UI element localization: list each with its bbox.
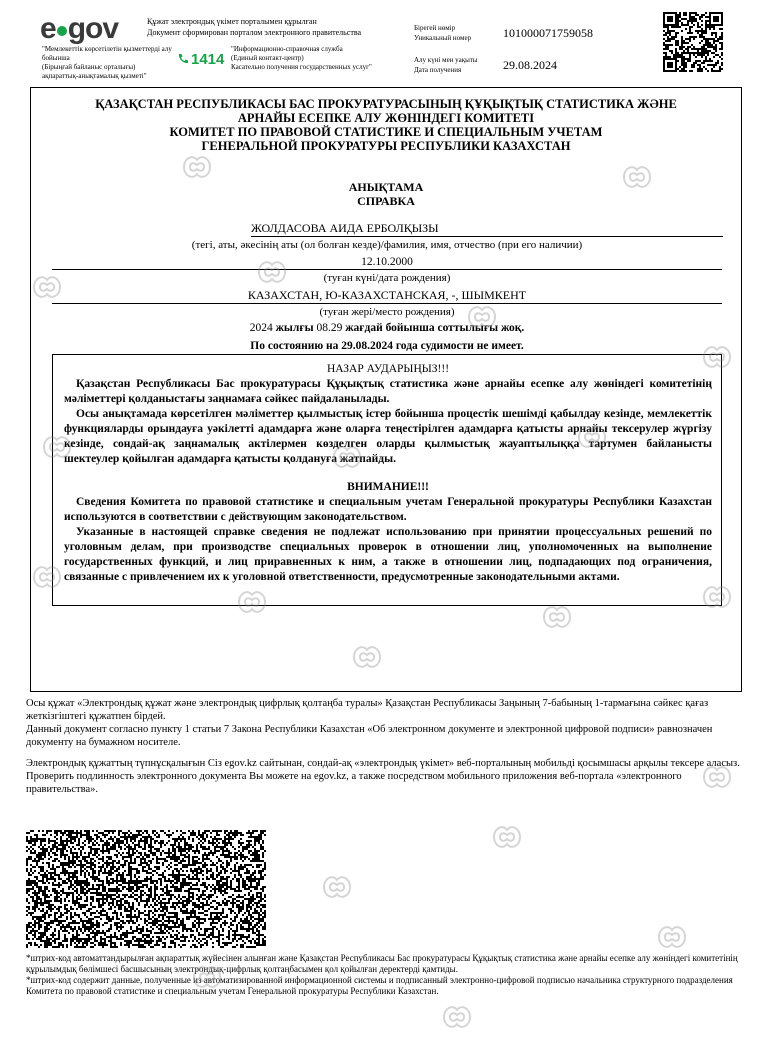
watermark-ornament-icon xyxy=(255,255,289,289)
barcode-note-kz: *штрих-код автоматтандырылған ақпараттық жүйесінен алынған және Қазақстан Республикасы Бас прокуратурасы Құқықтық статистика және арнайы есепке алу жөніндегі комитетінің құрылымдық бөлімшесі басшысының электрондық-цифрлық қолтаңбасымен қол қойылған деректерді қамтиды. xyxy=(26,953,738,974)
notice-para1-kz: Қазақстан Республикасы Бас прокуратурасы Құқықтық статистика және арнайы есепке алу жөніндегі комитетінің мәліметтері қолданыстағы заңнамаға сәйкес пайдаланылады. xyxy=(64,378,712,405)
watermark-ornament-icon xyxy=(700,760,734,794)
watermark-ornament-icon xyxy=(235,585,269,619)
birth-date: 12.10.2000 xyxy=(52,255,722,270)
watermark-ornament-icon xyxy=(350,640,384,674)
notice-heading-kz: НАЗАР АУДАРЫҢЫЗ!!! xyxy=(326,363,450,375)
contact-left: "Мемлекеттік көрсетілетін қызметтерді алу бойынша (Бірыңғай байланыс орталығы) ақпараттық-анықтамалық қызметі" xyxy=(42,45,172,80)
law-ru: Данный документ согласно пункту 1 статьи 7 Закона Республики Казахстан «Об электронном документе и электронной цифровой подписи» равнозначен документу на бумажном носителе. xyxy=(26,724,713,748)
contact-phone: 1414 xyxy=(191,51,225,68)
watermark-ornament-icon xyxy=(620,160,654,194)
barcode-1 xyxy=(26,830,150,948)
logo-dot-icon xyxy=(57,26,67,36)
watermark-ornament-icon xyxy=(440,1000,474,1034)
watermark-ornament-icon xyxy=(190,960,224,994)
phone-icon xyxy=(177,52,189,70)
status-ru: По состоянию на 29.08.2024 года судимости не имеет. xyxy=(250,340,524,352)
legal-notice xyxy=(26,697,742,796)
birth-place: КАЗАХСТАН, Ю-КАЗАХСТАНСКАЯ, -, ШЫМКЕНТ xyxy=(52,288,722,304)
portal-caption: Құжат электрондық үкімет порталымен құрылған Документ сформирован порталом электронного правительства xyxy=(147,17,362,37)
watermark-ornament-icon xyxy=(540,600,574,634)
watermark-ornament-icon xyxy=(465,300,499,334)
birth-place-caption: (туған жері/место рождения) xyxy=(319,306,455,318)
verify-kz: Электрондық құжаттың түпнұсқалығын Сіз egov.kz сайтынан, сондай-ақ «электрондық үкімет» веб-порталының мобильді қосымшасы арқылы тексере аласыз. xyxy=(26,758,740,769)
contact-right: "Информационно-справочная служба (Единый контакт-центр) Касательно получения государственных услуг" xyxy=(231,45,372,71)
issuer-title: ҚАЗАҚСТАН РЕСПУБЛИКАСЫ БАС ПРОКУРАТУРАСЫНЫҢ ҚҰҚЫҚТЫҚ СТАТИСТИКА ЖӘНЕ АРНАЙЫ ЕСЕПКЕ АЛУ ЖӨНІНДЕГІ КОМИТЕТІ КОМИТЕТ ПО ПРАВОВОЙ СТАТИСТИКЕ И СПЕЦИАЛЬНЫМ УЧЕТАМ ГЕНЕРАЛЬНОЙ ПРОКУРАТУРЫ РЕСПУБЛИКИ КАЗАХСТАН xyxy=(95,97,677,153)
watermark-ornament-icon xyxy=(320,870,354,904)
watermark-ornament-icon xyxy=(575,420,609,454)
full-name-caption: (тегі, аты, әкесінің аты (ол болған кезде)/фамилия, имя, отчество (при его наличии) xyxy=(191,239,583,251)
watermark-ornament-icon xyxy=(655,920,689,954)
watermark-ornament-icon xyxy=(700,340,734,374)
watermark-ornament-icon xyxy=(180,150,214,184)
watermark-ornament-icon xyxy=(490,820,524,854)
egov-logo: e gov xyxy=(40,12,119,45)
notice-para1-ru: Сведения Комитета по правовой статистике и специальным учетам Генеральной прокуратуры Республики Казахстан используются в соответствии с действующим законодательством. xyxy=(64,496,712,523)
notice-heading-ru: ВНИМАНИЕ!!! xyxy=(347,481,429,493)
notice-para2-ru: Указанные в настоящей справке сведения не подлежат использованию при принятии процессуальных решений по уголовным делам, при производстве специальных проверок в отношении лиц, уполномоченных на выполнение государственных функций, и лиц приравненных к ним, а также в отношении лиц, подпадающих под ограничения, связанные с привлечением их к уголовной ответственности, предусмотренные законодательными актами. xyxy=(64,526,712,583)
barcode-2 xyxy=(150,830,266,948)
watermark-ornament-icon xyxy=(330,440,364,474)
watermark-ornament-icon xyxy=(40,430,74,464)
law-kz: Осы құжат «Электрондық құжат және электрондық цифрлық қолтаңба туралы» Қазақстан Республикасы Заңының 7-бабының 1-тармағына сәйкес қағаз жеткізгіштегі құжатпен бірдей. xyxy=(26,698,709,722)
unique-number: 101000071759058 xyxy=(503,26,593,40)
unique-label: Бірегей нөмір Уникальный номер xyxy=(414,24,472,42)
watermark-ornament-icon xyxy=(700,580,734,614)
notice-content xyxy=(64,362,712,585)
verify-ru: Проверить подлинность электронного документа Вы можете на egov.kz, а также посредством мобильного приложения веб-портала «электронного правительства». xyxy=(26,771,682,795)
receipt-date: 29.08.2024 xyxy=(503,58,557,72)
barcode-notes xyxy=(26,953,742,997)
barcode-note-ru: *штрих-код содержит данные, полученные из автоматизированной информационной системы и подписанный электронно-цифровой подписью начальника структурного подразделения Комитета по правовой статистике и специальным учетам Генеральной прокуратуры Республики Казахстан. xyxy=(26,975,733,996)
watermark-ornament-icon xyxy=(30,560,64,594)
watermark-ornament-icon xyxy=(30,270,64,304)
status-kz: 2024 жылғы 08.29 жағдай бойынша соттылығы жоқ. xyxy=(249,322,525,334)
qr-code-icon xyxy=(663,12,723,72)
date-label: Алу күні мен уақыты Дата получения xyxy=(414,56,478,74)
full-name: ЖОЛДАСОВА АИДА ЕРБОЛҚЫЗЫ xyxy=(251,221,723,237)
document-type: АНЫҚТАМА СПРАВКА xyxy=(348,180,424,208)
birth-date-caption: (туған күні/дата рождения) xyxy=(323,272,451,284)
notice-para2-kz: Осы анықтамада көрсетілген мәліметтер қылмыстық істер бойынша процестік шешімді қабылдау кезінде, мемлекеттік функцияларды орындауға уәкілетті адамдарға және оларға теңестірілген адамдарға қатысты арнайы тексерулер жүргізу кезінде, сондай-ақ заңнамалық актілермен көзделген оларды қылмыстық жауаптылыққа тартумен байланысты шектеулер қойылған адамдарға қатысты қолдануға жатпайды. xyxy=(64,408,712,465)
